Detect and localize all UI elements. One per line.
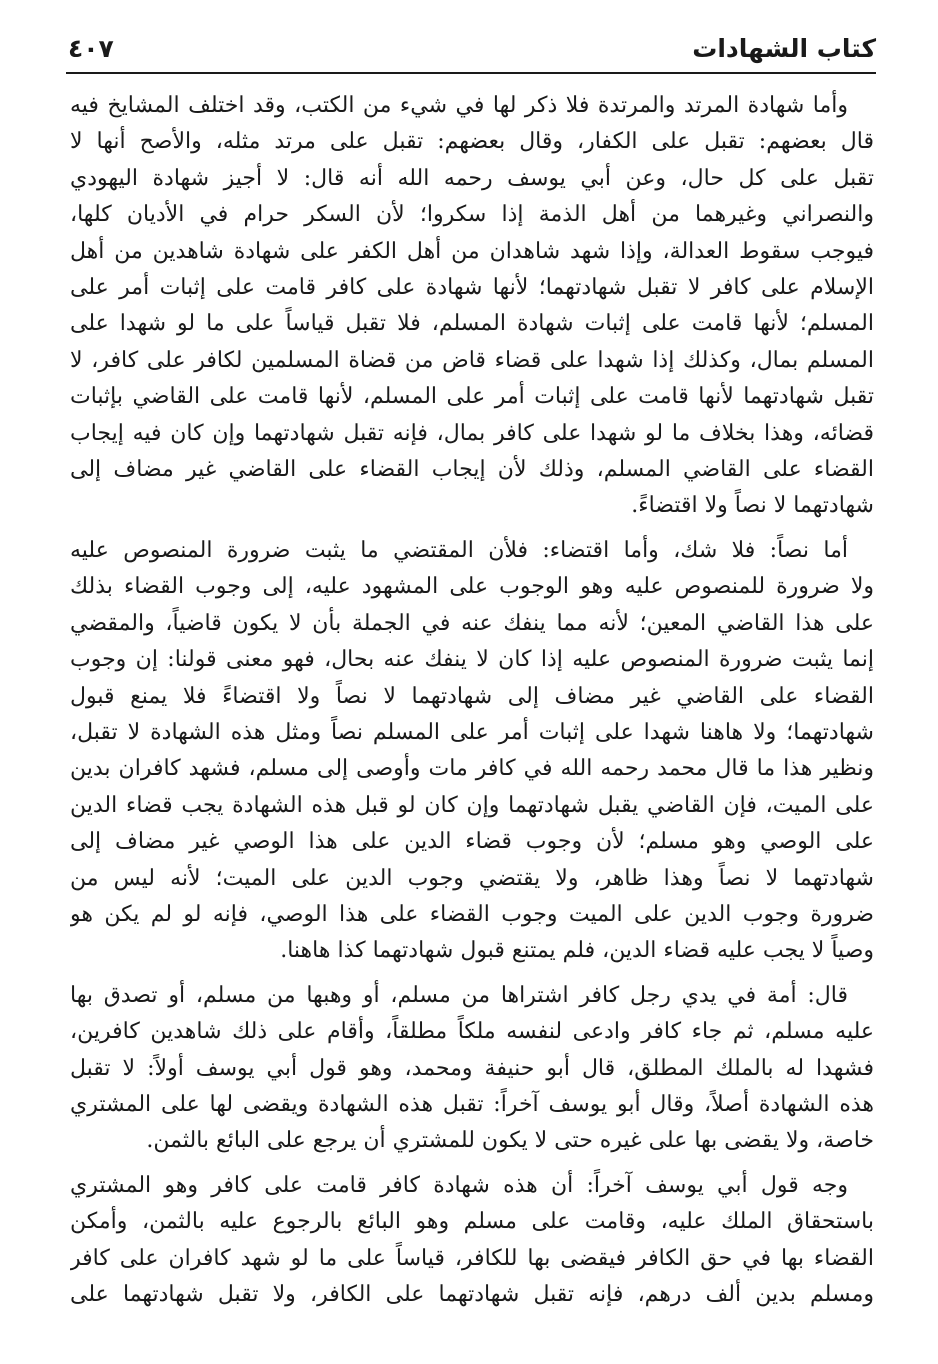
paragraph-4	[70, 1168, 874, 1314]
text-line: شهادتهما لا نصاً ولا اقتضاءً.	[631, 493, 874, 519]
text-line: ولا ضرورة للمنصوص عليه وهو الوجوب على المشهود عليه، إلى وجوب القضاء بذلك	[70, 574, 874, 600]
text-line: القضاء بها في حق الكافر فيقضى بها للكافر، قياساً على ما لو شهد كافران على كافر	[70, 1245, 874, 1271]
text-line: قضائه، وهذا بخلاف ما لو شهدا على كافر بمال، فإنه تقبل شهادتهما وإن كان فيه إيجاب	[70, 420, 874, 446]
text-line: أما نصاً: فلا شك، وأما اقتضاء: فلأن المقتضي ما يثبت ضرورة المنصوص عليه	[70, 537, 848, 563]
text-line: المسلم؛ لأنها قامت على إثبات شهادة المسلم، فلا تقبل قياساً على ما لو شهدا على	[70, 311, 874, 337]
paragraph-2	[70, 533, 874, 970]
paragraph-1	[70, 88, 874, 525]
text-line: شهادتهما؛ ولا هاهنا شهدا على إثبات أمر على المسلم نصاً ومثل هذه الشهادة لا تقبل،	[70, 719, 874, 745]
text-line: الإسلام على كافر لا تقبل شهادتهما؛ لأنها شهادة على كافر قامت على إثبات أمر على	[70, 275, 874, 301]
text-line: على الميت، فإن القاضي يقبل شهادتهما وإن كان لو قبل هذه الشهادة يجب قضاء الدين	[70, 792, 874, 818]
text-line: ومسلم بدين ألف درهم، فإنه تقبل شهادتهما على الكافر، ولا تقبل شهادتهما على	[70, 1282, 874, 1307]
text-line: فشهدا له بالملك المطلق، قال أبو حنيفة ومحمد، وهو قول أبي يوسف أولاً: لا تقبل	[70, 1055, 874, 1081]
text-line: القضاء على القاضي المسلم، وذلك لأن إيجاب القضاء على القاضي غير مضاف إلى	[70, 457, 874, 483]
text-line: هذه الشهادة أصلاً، وقال أبو يوسف آخراً: تقبل هذه الشهادة ويقضى لها على المشتري	[70, 1091, 874, 1117]
text-line: قال بعضهم: تقبل على الكفار، وقال بعضهم: تقبل على مرتد مثله، والأصح أنها لا	[70, 129, 874, 155]
text-line: شهادتهما لا نصاً وهذا ظاهر، ولا يقتضي وجوب الدين على الميت؛ لأنه ليس من	[70, 865, 874, 891]
text-line: على هذا القاضي المعين؛ لأنه مما ينفك عنه في الجملة بأن لا يكون قاضياً، والمقضي	[70, 610, 874, 636]
text-line: تقبل شهادتهما لأنها قامت على إثبات أمر على المسلم، لأنها قامت على القاضي بإثبات	[70, 384, 874, 410]
text-line: خاصة، ولا يقضى بها على غيره حتى لا يكون للمشتري أن يرجع على البائع بالثمن.	[146, 1128, 874, 1154]
text-line: باستحقاق الملك عليه، وقامت على مسلم وهو البائع بالرجوع عليه بالثمن، وأمكن	[70, 1209, 874, 1235]
running-head	[68, 26, 876, 66]
text-line: وصياً لا يجب عليه قضاء الدين، فلم يمتنع قبول شهادتهما كذا هاهنا.	[280, 938, 874, 964]
page-number: ٤٠٧	[68, 34, 114, 63]
text-line: قال: أمة في يدي رجل كافر اشتراها من مسلم، أو وهبها من مسلم، أو تصدق بها	[70, 982, 848, 1008]
text-line: تقبل على كل حال، وعن أبي يوسف رحمه الله أنه قال: لا أجيز شهادة اليهودي	[70, 165, 874, 191]
text-line: ونظير هذا ما قال محمد رحمه الله في كافر مات وأوصى إلى مسلم، فشهد كافران بدين	[70, 756, 874, 782]
text-line: فيوجب سقوط العدالة، وإذا شهد شاهدان من أهل الكفر على شهادة شاهدين من أهل	[70, 238, 874, 264]
text-line: وجه قول أبي يوسف آخراً: أن هذه شهادة كافر قامت على كافر وهو المشتري	[70, 1172, 848, 1198]
text-line: المسلم بمال، وكذلك إذا شهدا على قضاء قاض من قضاة المسلمين لكافر على كافر، لا	[70, 347, 874, 373]
text-line: والنصراني وغيرهما من أهل الذمة إذا سكروا؛ لأن السكر حرام في الأديان كلها،	[70, 202, 874, 228]
text-line: عليه مسلم، ثم جاء كافر وادعى لنفسه ملكاً مطلقاً، وأقام على ذلك شاهدين كافرين،	[70, 1019, 874, 1045]
header-rule	[66, 72, 876, 74]
paragraph-3	[70, 978, 874, 1160]
text-line: القضاء على القاضي غير مضاف إلى شهادتهما لا نصاً ولا اقتضاءً فلا يمنع قبول	[70, 683, 874, 709]
body-text	[70, 88, 874, 1321]
text-line: على الوصي وهو مسلم؛ لأن وجوب قضاء الدين على هذا الوصي غير مضاف إلى	[70, 829, 874, 855]
text-line: ضرورة وجوب الدين على الميت وجوب القضاء على هذا الوصي، فإنه لو لم يكن هو	[70, 901, 874, 927]
text-line: وأما شهادة المرتد والمرتدة فلا ذكر لها في شيء من الكتب، وقد اختلف المشايخ فيه	[70, 93, 848, 118]
book-title: كتاب الشهادات	[692, 34, 876, 63]
text-line: إنما يثبت ضرورة المنصوص عليه إذا كان لا ينفك عنه بحال، فهو معنى قولنا: إن وجوب	[70, 647, 874, 673]
